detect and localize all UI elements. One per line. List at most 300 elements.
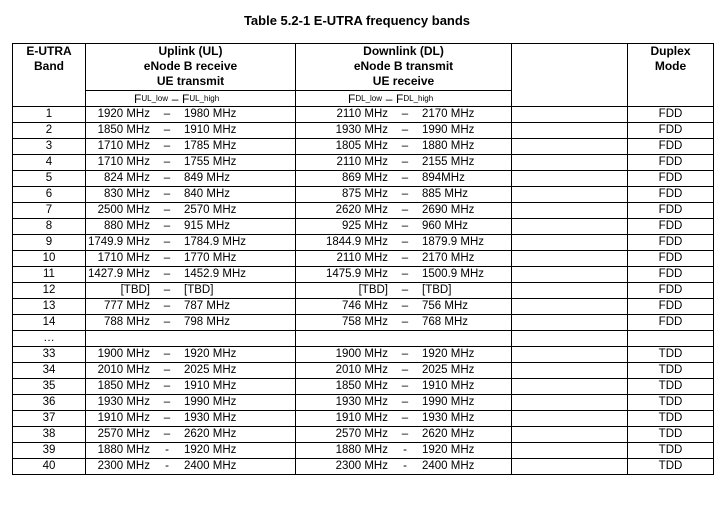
ul-low-value: 880 MHz: [103, 220, 150, 232]
downlink-cell: [296, 427, 512, 443]
dl-low-value: 875 MHz: [341, 188, 388, 200]
dl-low-value: 1850 MHz: [335, 380, 388, 392]
uplink-cell: [86, 235, 296, 251]
table-row: [13, 459, 714, 475]
downlink-cell: [296, 379, 512, 395]
ul-low-value: 1850 MHz: [97, 124, 150, 136]
ul-range-dash: –: [163, 348, 171, 360]
dl-range-dash: –: [401, 252, 409, 264]
ul-high-value: 2400 MHz: [184, 460, 237, 472]
dl-range-dash: –: [401, 412, 409, 424]
table-row: [13, 427, 714, 443]
band-header-line1: E-UTRA: [26, 44, 72, 58]
downlink-cell: [296, 155, 512, 171]
table-row: [13, 155, 714, 171]
band-cell: 2: [13, 123, 86, 139]
ul-f-low-symbol: F: [134, 91, 142, 106]
uplink-cell: [86, 107, 296, 123]
dl-low-value: 2300 MHz: [335, 460, 388, 472]
uplink-cell: [86, 315, 296, 331]
dl-high-value: 960 MHz: [422, 220, 469, 232]
dl-sub-dash: –: [385, 91, 393, 106]
uplink-cell: [86, 411, 296, 427]
duplex-mode-cell: TDD: [628, 443, 714, 459]
ul-range-dash: -: [165, 460, 169, 472]
blank-cell: [512, 155, 628, 171]
dl-low-value: 1880 MHz: [335, 444, 388, 456]
band-cell: 14: [13, 315, 86, 331]
dl-range-dash: –: [401, 140, 409, 152]
dl-high-value: 1920 MHz: [422, 348, 475, 360]
downlink-cell: [296, 443, 512, 459]
duplex-mode-cell: TDD: [628, 459, 714, 475]
uplink-cell: [86, 427, 296, 443]
dl-high-value: 1990 MHz: [422, 396, 475, 408]
table-row: [13, 379, 714, 395]
downlink-cell: [296, 283, 512, 299]
ul-high-value: 849 MHz: [184, 172, 231, 184]
uplink-cell: [86, 171, 296, 187]
ul-range-dash: –: [163, 156, 171, 168]
ul-range-dash: –: [163, 396, 171, 408]
uplink-cell: [86, 347, 296, 363]
band-cell: 5: [13, 171, 86, 187]
uplink-cell: [86, 267, 296, 283]
ul-high-value: 1990 MHz: [184, 396, 237, 408]
ul-range-dash: –: [163, 412, 171, 424]
ul-range-dash: –: [163, 428, 171, 440]
dl-range-dash: –: [401, 348, 409, 360]
ul-range-dash: –: [163, 204, 171, 216]
downlink-cell: [296, 219, 512, 235]
uplink-cell: [86, 139, 296, 155]
downlink-cell: [296, 123, 512, 139]
duplex-mode-cell: FDD: [628, 139, 714, 155]
ul-low-value: 824 MHz: [103, 172, 150, 184]
duplex-mode-cell: [628, 331, 714, 347]
duplex-mode-cell: TDD: [628, 347, 714, 363]
ul-low-value: [TBD]: [120, 284, 150, 296]
duplex-mode-cell: TDD: [628, 427, 714, 443]
downlink-subheader: [296, 91, 512, 107]
table-row: [13, 171, 714, 187]
dl-high-value: 2690 MHz: [422, 204, 475, 216]
table-row: [13, 363, 714, 379]
band-cell: 4: [13, 155, 86, 171]
ul-high-value: 787 MHz: [184, 300, 231, 312]
ul-range-dash: –: [163, 236, 171, 248]
dl-range-dash: –: [401, 124, 409, 136]
ul-high-value: 1452.9 MHz: [184, 268, 247, 280]
blank-cell: [512, 123, 628, 139]
dl-range-dash: –: [401, 284, 409, 296]
downlink-cell: [296, 107, 512, 123]
downlink-cell: [296, 267, 512, 283]
ul-range-dash: –: [163, 284, 171, 296]
ul-high-value: 1910 MHz: [184, 380, 237, 392]
downlink-cell: [296, 347, 512, 363]
ul-low-value: 830 MHz: [103, 188, 150, 200]
table-row: [13, 219, 714, 235]
ul-range-dash: –: [163, 380, 171, 392]
duplex-mode-cell: FDD: [628, 171, 714, 187]
dl-high-value: 1920 MHz: [422, 444, 475, 456]
ul-high-value: 1770 MHz: [184, 252, 237, 264]
ul-range-dash: –: [163, 268, 171, 280]
dl-high-value: 2155 MHz: [422, 156, 475, 168]
dl-high-value: 768 MHz: [422, 316, 469, 328]
downlink-cell: [296, 203, 512, 219]
ul-range-dash: -: [165, 444, 169, 456]
blank-cell: [512, 379, 628, 395]
dl-low-value: 1910 MHz: [335, 412, 388, 424]
dl-range-dash: –: [401, 380, 409, 392]
band-cell: 35: [13, 379, 86, 395]
band-cell: 38: [13, 427, 86, 443]
ul-f-high-symbol: F: [182, 91, 190, 106]
blank-cell: [512, 427, 628, 443]
downlink-cell: [296, 187, 512, 203]
table-row: [13, 235, 714, 251]
table-row: [13, 251, 714, 267]
ul-high-value: 1785 MHz: [184, 140, 237, 152]
downlink-cell: [296, 171, 512, 187]
band-cell: 12: [13, 283, 86, 299]
dl-low-value: 2110 MHz: [336, 108, 388, 120]
ul-low-value: 1920 MHz: [97, 108, 150, 120]
dl-range-dash: –: [401, 268, 409, 280]
band-cell: 37: [13, 411, 86, 427]
ul-range-dash: –: [163, 364, 171, 376]
dl-range-dash: –: [401, 236, 409, 248]
duplex-mode-cell: TDD: [628, 395, 714, 411]
table-row: [13, 315, 714, 331]
table-row: [13, 299, 714, 315]
dl-high-value: 2025 MHz: [422, 364, 475, 376]
blank-cell: [512, 459, 628, 475]
ul-high-value: 915 MHz: [184, 220, 231, 232]
dl-range-dash: –: [401, 364, 409, 376]
ul-high-value: 1920 MHz: [184, 444, 237, 456]
dl-range-dash: –: [401, 300, 409, 312]
ul-low-value: 2010 MHz: [97, 364, 150, 376]
ul-range-dash: –: [163, 124, 171, 136]
blank-cell: [512, 395, 628, 411]
dl-high-value: 2400 MHz: [422, 460, 475, 472]
band-cell: 33: [13, 347, 86, 363]
ul-low-value: 1710 MHz: [97, 140, 150, 152]
dl-high-value: 1879.9 MHz: [422, 236, 485, 248]
dl-f-high-symbol: F: [396, 91, 404, 106]
dl-range-dash: –: [401, 108, 409, 120]
dl-high-value: 2620 MHz: [422, 428, 475, 440]
dl-low-value: 1930 MHz: [335, 124, 388, 136]
duplex-mode-cell: FDD: [628, 315, 714, 331]
blank-header: [512, 44, 628, 107]
ul-sub-dash: –: [171, 91, 179, 106]
ul-low-value: 2570 MHz: [97, 428, 150, 440]
dl-low-value: 2620 MHz: [335, 204, 388, 216]
dl-range-dash: –: [401, 428, 409, 440]
ul-high-value: 2025 MHz: [184, 364, 237, 376]
uplink-cell: [86, 251, 296, 267]
blank-cell: [512, 251, 628, 267]
ul-range-dash: –: [163, 300, 171, 312]
duplex-mode-cell: FDD: [628, 123, 714, 139]
band-cell: 6: [13, 187, 86, 203]
blank-cell: [512, 203, 628, 219]
ul-range-dash: –: [163, 252, 171, 264]
ul-range-dash: –: [163, 172, 171, 184]
uplink-cell: [86, 219, 296, 235]
dl-low-subscript: DL_low: [355, 94, 383, 103]
band-header: [13, 44, 86, 107]
dl-low-value: 925 MHz: [341, 220, 388, 232]
dl-high-value: 2170 MHz: [422, 252, 475, 264]
dl-low-value: 1844.9 MHz: [325, 236, 388, 248]
uplink-header: [86, 44, 296, 91]
table-row: [13, 139, 714, 155]
downlink-cell: [296, 459, 512, 475]
table-row: [13, 443, 714, 459]
ul-low-value: 1710 MHz: [97, 252, 150, 264]
duplex-mode-cell: FDD: [628, 299, 714, 315]
ul-high-value: 1920 MHz: [184, 348, 237, 360]
table-row: [13, 123, 714, 139]
table-row: [13, 411, 714, 427]
uplink-cell: [86, 459, 296, 475]
band-cell: 7: [13, 203, 86, 219]
dl-low-value: 1475.9 MHz: [325, 268, 388, 280]
downlink-header-line2: eNode B transmit: [353, 59, 454, 73]
table-row: [13, 395, 714, 411]
dl-low-value: 2570 MHz: [335, 428, 388, 440]
ul-high-value: 1755 MHz: [184, 156, 237, 168]
dl-low-value: 869 MHz: [341, 172, 388, 184]
ul-high-value: 798 MHz: [184, 316, 231, 328]
dl-high-subscript: DL_high: [403, 94, 434, 103]
ul-low-value: 1880 MHz: [97, 444, 150, 456]
duplex-mode-cell: FDD: [628, 155, 714, 171]
uplink-cell: [86, 187, 296, 203]
duplex-mode-cell: FDD: [628, 251, 714, 267]
duplex-mode-cell: TDD: [628, 379, 714, 395]
blank-cell: [512, 299, 628, 315]
dl-low-value: 758 MHz: [341, 316, 388, 328]
ul-high-value: 2570 MHz: [184, 204, 237, 216]
uplink-cell: [86, 299, 296, 315]
downlink-cell: [296, 299, 512, 315]
ul-low-value: 788 MHz: [103, 316, 150, 328]
duplex-mode-cell: FDD: [628, 235, 714, 251]
dl-high-value: 756 MHz: [422, 300, 469, 312]
band-cell: 39: [13, 443, 86, 459]
header-row: [13, 44, 714, 91]
uplink-cell: [86, 331, 296, 347]
downlink-cell: [296, 235, 512, 251]
dl-low-value: 1930 MHz: [335, 396, 388, 408]
table-row: [13, 187, 714, 203]
ul-high-value: 1784.9 MHz: [184, 236, 247, 248]
uplink-cell: [86, 443, 296, 459]
ul-low-value: 1710 MHz: [97, 156, 150, 168]
duplex-mode-cell: TDD: [628, 363, 714, 379]
dl-high-value: 1990 MHz: [422, 124, 475, 136]
duplex-header: [628, 44, 714, 107]
ul-low-value: 2300 MHz: [97, 460, 150, 472]
blank-cell: [512, 171, 628, 187]
ul-high-value: 1910 MHz: [184, 124, 237, 136]
ul-high-value: 1930 MHz: [184, 412, 237, 424]
ul-range-dash: –: [163, 188, 171, 200]
band-cell: 8: [13, 219, 86, 235]
blank-cell: [512, 331, 628, 347]
dl-low-value: 2110 MHz: [336, 252, 388, 264]
ul-high-value: 840 MHz: [184, 188, 231, 200]
ul-low-value: 2500 MHz: [97, 204, 150, 216]
blank-cell: [512, 235, 628, 251]
duplex-mode-cell: FDD: [628, 283, 714, 299]
ul-low-subscript: UL_low: [141, 94, 169, 103]
dl-range-dash: -: [403, 444, 407, 456]
blank-cell: [512, 283, 628, 299]
downlink-cell: [296, 363, 512, 379]
table-row: [13, 347, 714, 363]
uplink-cell: [86, 363, 296, 379]
dl-low-value: 1805 MHz: [335, 140, 388, 152]
dl-range-dash: –: [401, 172, 409, 184]
downlink-header-line1: Downlink (DL): [363, 44, 444, 58]
blank-cell: [512, 363, 628, 379]
dl-high-value: 1880 MHz: [422, 140, 475, 152]
dl-low-value: 1900 MHz: [335, 348, 388, 360]
dl-range-dash: -: [403, 460, 407, 472]
blank-cell: [512, 315, 628, 331]
duplex-mode-cell: FDD: [628, 267, 714, 283]
blank-cell: [512, 443, 628, 459]
duplex-mode-cell: FDD: [628, 219, 714, 235]
uplink-cell: [86, 123, 296, 139]
duplex-header-line2: Mode: [654, 59, 687, 73]
dl-range-dash: –: [401, 316, 409, 328]
downlink-cell: [296, 331, 512, 347]
duplex-mode-cell: TDD: [628, 411, 714, 427]
table-body: [13, 107, 714, 475]
ul-low-value: 1850 MHz: [97, 380, 150, 392]
ul-range-dash: –: [163, 108, 171, 120]
downlink-cell: [296, 251, 512, 267]
band-cell: 10: [13, 251, 86, 267]
dl-high-value: 1930 MHz: [422, 412, 475, 424]
downlink-cell: [296, 139, 512, 155]
band-cell: 13: [13, 299, 86, 315]
table-row: [13, 203, 714, 219]
ul-range-dash: –: [163, 140, 171, 152]
duplex-mode-cell: FDD: [628, 107, 714, 123]
blank-cell: [512, 267, 628, 283]
dl-range-dash: –: [401, 204, 409, 216]
blank-cell: [512, 139, 628, 155]
duplex-mode-cell: FDD: [628, 187, 714, 203]
uplink-subheader: [86, 91, 296, 107]
ul-low-value: 1749.9 MHz: [87, 236, 150, 248]
duplex-mode-cell: FDD: [628, 203, 714, 219]
band-cell: 40: [13, 459, 86, 475]
dl-f-low-symbol: F: [348, 91, 356, 106]
dl-low-value: 746 MHz: [341, 300, 388, 312]
ul-low-value: 777 MHz: [103, 300, 150, 312]
frequency-bands-table: [12, 43, 714, 475]
dl-low-value: 2110 MHz: [336, 156, 388, 168]
blank-cell: [512, 347, 628, 363]
dl-low-value: 2010 MHz: [335, 364, 388, 376]
ul-high-value: 1980 MHz: [184, 108, 237, 120]
table-row: [13, 267, 714, 283]
band-cell: 34: [13, 363, 86, 379]
downlink-cell: [296, 411, 512, 427]
dl-high-value: 885 MHz: [422, 188, 469, 200]
ul-high-value: 2620 MHz: [184, 428, 237, 440]
ul-range-dash: –: [163, 220, 171, 232]
uplink-cell: [86, 283, 296, 299]
uplink-header-line3: UE transmit: [156, 74, 225, 88]
dl-range-dash: –: [401, 396, 409, 408]
blank-cell: [512, 107, 628, 123]
band-cell: 36: [13, 395, 86, 411]
blank-cell: [512, 187, 628, 203]
band-cell: …: [13, 331, 86, 347]
table-row: [13, 107, 714, 123]
uplink-cell: [86, 379, 296, 395]
dl-range-dash: –: [401, 156, 409, 168]
downlink-header-line3: UE receive: [372, 74, 435, 88]
table-row: [13, 283, 714, 299]
band-header-line2: Band: [34, 59, 64, 73]
dl-low-value: [TBD]: [358, 284, 388, 296]
uplink-header-line1: Uplink (UL): [158, 44, 223, 58]
dl-range-dash: –: [401, 220, 409, 232]
dl-high-value: 894MHz: [422, 172, 465, 184]
ul-low-value: 1427.9 MHz: [87, 268, 150, 280]
uplink-header-line2: eNode B receive: [143, 59, 238, 73]
dl-high-value: 1500.9 MHz: [422, 268, 485, 280]
dl-high-value: 1910 MHz: [422, 380, 475, 392]
ul-high-subscript: UL_high: [189, 94, 220, 103]
uplink-cell: [86, 395, 296, 411]
blank-cell: [512, 219, 628, 235]
duplex-header-line1: Duplex: [650, 44, 691, 58]
downlink-header: [296, 44, 512, 91]
ul-high-value: [TBD]: [184, 284, 214, 296]
dl-high-value: 2170 MHz: [422, 108, 475, 120]
blank-cell: [512, 411, 628, 427]
ul-low-value: 1910 MHz: [97, 412, 150, 424]
dl-high-value: [TBD]: [422, 284, 452, 296]
ul-range-dash: –: [163, 316, 171, 328]
downlink-cell: [296, 315, 512, 331]
ul-low-value: 1900 MHz: [97, 348, 150, 360]
ul-low-value: 1930 MHz: [97, 396, 150, 408]
uplink-cell: [86, 203, 296, 219]
downlink-cell: [296, 395, 512, 411]
uplink-cell: [86, 155, 296, 171]
dl-range-dash: –: [401, 188, 409, 200]
table-title: Table 5.2-1 E-UTRA frequency bands: [243, 13, 471, 28]
band-cell: 9: [13, 235, 86, 251]
band-cell: 3: [13, 139, 86, 155]
table-row: [13, 331, 714, 347]
band-cell: 11: [13, 267, 86, 283]
